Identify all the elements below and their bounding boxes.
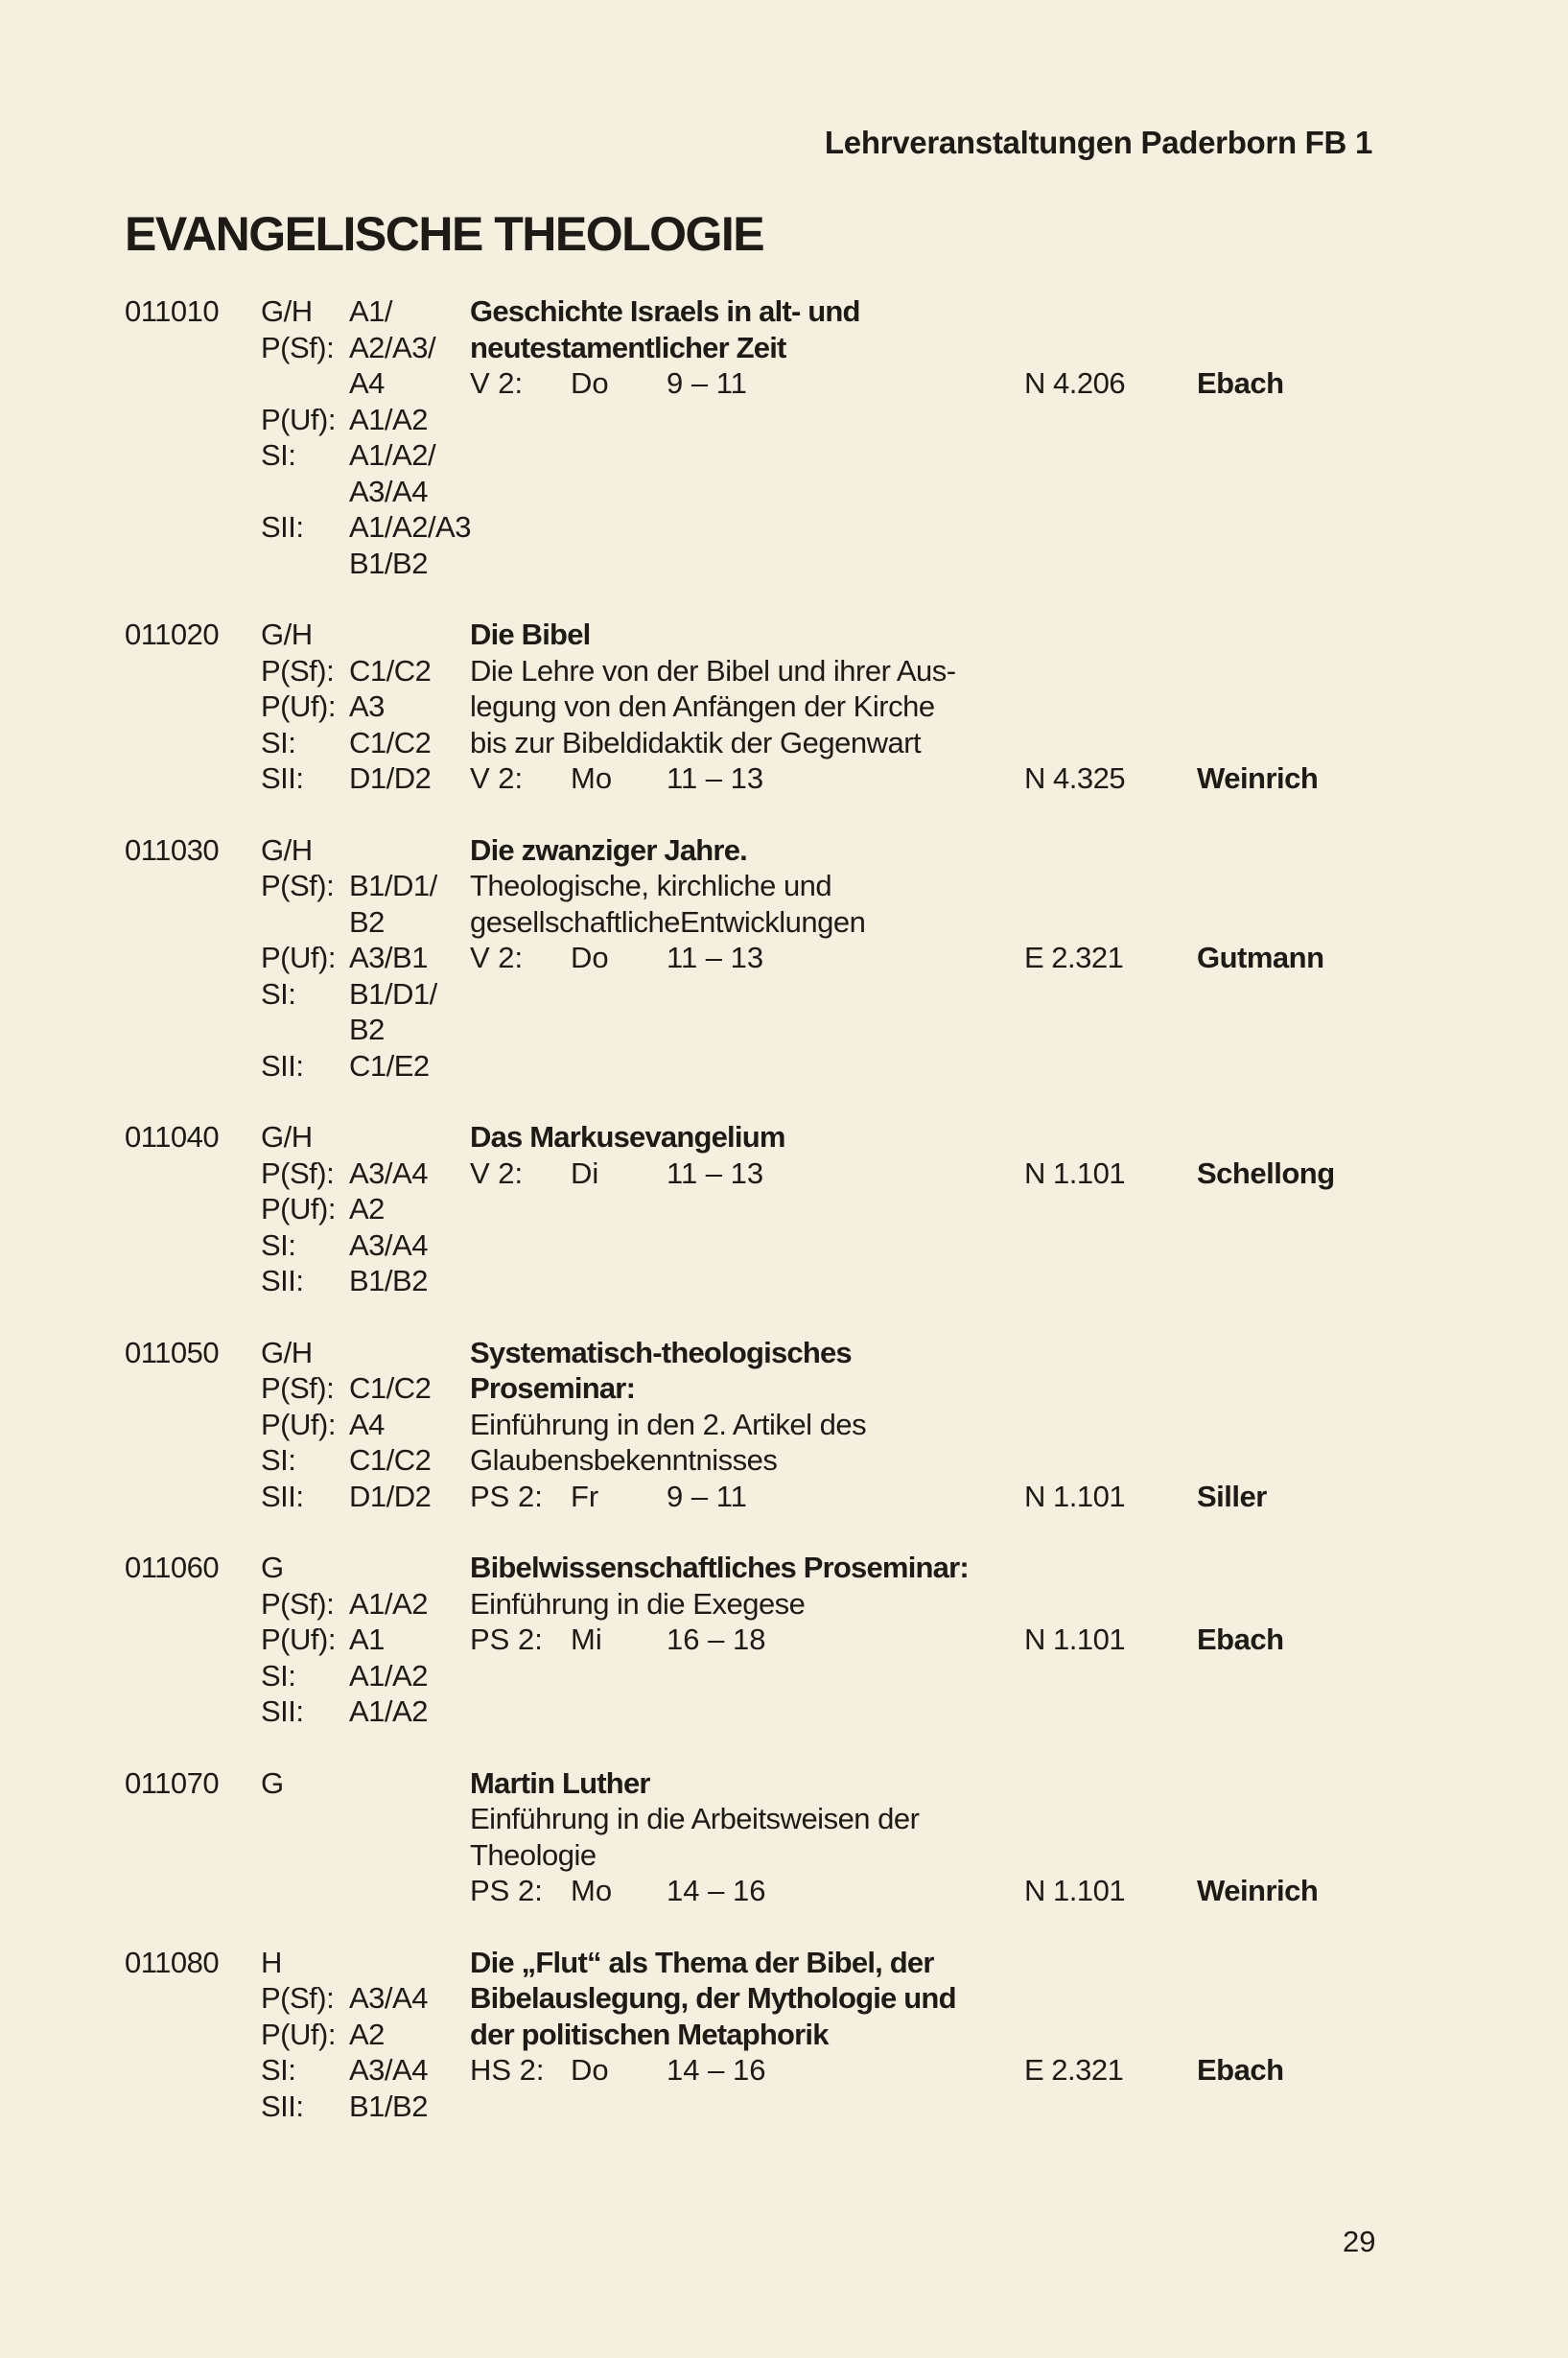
course-row [0,402,1568,438]
course-row [0,832,1568,869]
course-title: Die Bibel [470,618,591,651]
program-label: H [261,1945,282,1979]
program-label: SII: [261,1479,304,1513]
module-codes: B2 [349,1013,385,1046]
course-type: V 2: [470,1156,524,1190]
course-title: Proseminar: [470,1371,636,1405]
lecturer: Weinrich [1197,1874,1319,1907]
course-title: Die zwanziger Jahre. [470,832,747,867]
course-row [0,1335,1568,1371]
course-row [0,1765,1568,1802]
course-row [0,1550,1568,1586]
course-row [0,1370,1568,1407]
program-label: G [261,1551,284,1584]
course-day: Mo [571,1874,613,1907]
module-codes: B2 [349,904,385,939]
module-codes: A3/A4 [349,1156,428,1190]
lecturer: Weinrich [1197,761,1319,795]
program-label: G/H [261,1120,313,1154]
program-label: P(Uf): [261,1407,336,1441]
course-description: bis zur Bibeldidaktik der Gegenwart [470,725,922,759]
module-codes: A2 [349,1192,385,1226]
module-codes: A3/A4 [349,1981,428,2015]
course-description: legung von den Anfängen der Kirche [470,689,935,723]
module-codes: A3/A4 [349,1227,428,1262]
program-label: P(Uf): [261,941,336,974]
course-time: 11 – 13 [667,1156,764,1190]
program-label: P(Uf): [261,689,336,723]
module-codes: A1 [349,1623,385,1656]
course-day: Do [571,941,609,974]
course-row [0,868,1568,904]
room: N 1.101 [1024,1156,1126,1190]
course-row [0,1442,1568,1479]
program-label: SII: [261,1048,304,1083]
module-codes: D1/D2 [349,1479,432,1513]
course-description: Einführung in die Exegese [470,1586,806,1621]
course-number: 011050 [125,1335,220,1369]
course-row [0,976,1568,1013]
module-codes: D1/D2 [349,761,432,795]
module-codes: A1/A2/A3 [349,510,471,544]
course-row [0,1586,1568,1623]
program-label: SI: [261,438,296,472]
course-row [0,760,1568,797]
module-codes: C1/C2 [349,725,432,759]
program-label: SII: [261,2089,304,2123]
course-row [0,1801,1568,1837]
program-label: SI: [261,725,296,759]
room: N 1.101 [1024,1623,1126,1656]
course-type: PS 2: [470,1479,543,1513]
course-row [0,546,1568,582]
course-day: Mi [571,1623,602,1656]
room: N 1.101 [1024,1479,1126,1513]
course-time: 9 – 11 [667,366,747,400]
program-label: G/H [261,294,313,328]
program-label: SI: [261,976,296,1011]
course-row [0,1837,1568,1874]
lecturer: Ebach [1197,366,1284,400]
course-row [0,1945,1568,1981]
course-row [0,1407,1568,1443]
course-row [0,1479,1568,1515]
module-codes: B1/B2 [349,546,428,580]
course-list [0,293,1568,2160]
lecturer: Ebach [1197,2053,1284,2087]
running-head: Lehrveranstaltungen Paderborn FB 1 [824,125,1372,160]
course-time: 9 – 11 [667,1479,747,1513]
course-row [0,1873,1568,1909]
course-entry [0,1945,1568,2125]
course-title: neutestamentlicher Zeit [470,330,786,364]
program-label: SI: [261,1658,296,1693]
room: N 1.101 [1024,1874,1126,1907]
program-label: SI: [261,1227,296,1262]
module-codes: A3/B1 [349,941,428,974]
course-type: V 2: [470,761,524,795]
course-row [0,653,1568,689]
room: N 4.206 [1024,366,1126,400]
lecturer: Gutmann [1197,941,1324,974]
course-row [0,1622,1568,1658]
course-entry [0,832,1568,1085]
module-codes: A1/A2 [349,402,428,436]
course-row [0,2017,1568,2053]
course-type: V 2: [470,941,524,974]
course-title: Systematisch-theologisches [470,1335,852,1369]
course-row [0,1012,1568,1048]
course-title: Geschichte Israels in alt- und [470,294,860,328]
module-codes: A1/ [349,294,393,328]
program-label: P(Sf): [261,1586,335,1621]
course-day: Fr [571,1479,599,1513]
module-codes: C1/C2 [349,653,432,688]
course-time: 14 – 16 [667,2053,766,2087]
course-row [0,365,1568,402]
course-row [0,1119,1568,1156]
course-entry [0,1119,1568,1299]
program-label: SI: [261,2053,296,2087]
lecturer: Ebach [1197,1623,1284,1656]
course-type: V 2: [470,366,524,400]
course-entry [0,1335,1568,1515]
course-title: Martin Luther [470,1765,650,1800]
module-codes: A2/A3/ [349,330,436,364]
course-time: 11 – 13 [667,941,764,974]
module-codes: B1/B2 [349,1264,428,1297]
course-row [0,1263,1568,1299]
course-row [0,1227,1568,1264]
program-label: G/H [261,832,313,867]
course-row [0,509,1568,546]
section-title: EVANGELISCHE THEOLOGIE [125,207,764,261]
course-description: Die Lehre von der Bibel und ihrer Aus- [470,653,956,688]
program-label: P(Sf): [261,869,335,902]
lecturer: Siller [1197,1479,1267,1513]
course-day: Di [571,1156,599,1190]
course-description: gesellschaftlicheEntwicklungen [470,904,866,939]
course-number: 011030 [125,832,220,867]
course-row [0,1658,1568,1694]
course-description: Glaubensbekenntnisses [470,1443,778,1477]
course-row [0,2089,1568,2125]
program-label: SI: [261,1443,296,1477]
program-label: SII: [261,1694,304,1728]
lecturer: Schellong [1197,1156,1335,1190]
course-day: Do [571,366,609,400]
module-codes: A1/A2 [349,1658,428,1693]
course-row [0,725,1568,761]
program-label: G/H [261,618,313,651]
program-label: G [261,1765,284,1800]
page-number: 29 [1343,2225,1376,2258]
course-type: HS 2: [470,2053,545,2087]
course-row [0,474,1568,510]
program-label: P(Uf): [261,1192,336,1226]
program-label: P(Sf): [261,1156,335,1190]
course-row [0,2052,1568,2089]
course-day: Do [571,2053,609,2087]
program-label: P(Uf): [261,1623,336,1656]
course-description: Theologische, kirchliche und [470,869,832,902]
program-label: P(Uf): [261,2017,336,2051]
course-row [0,689,1568,725]
program-label: P(Uf): [261,402,336,436]
course-row [0,330,1568,366]
course-number: 011010 [125,294,220,328]
module-codes: C1/C2 [349,1371,432,1405]
module-codes: A2 [349,2017,385,2051]
module-codes: A1/A2 [349,1694,428,1728]
module-codes: A4 [349,1407,385,1441]
room: E 2.321 [1024,941,1124,974]
course-number: 011070 [125,1765,220,1800]
module-codes: C1/E2 [349,1048,430,1083]
course-type: PS 2: [470,1874,543,1907]
course-description: Einführung in die Arbeitsweisen der [470,1802,920,1835]
room: N 4.325 [1024,761,1126,795]
course-row [0,904,1568,941]
module-codes: A1/A2 [349,1586,428,1621]
module-codes: A3 [349,689,385,723]
course-time: 14 – 16 [667,1874,766,1907]
course-description: Theologie [470,1837,597,1872]
program-label: P(Sf): [261,1981,335,2015]
course-day: Mo [571,761,613,795]
course-row [0,1980,1568,2017]
course-number: 011060 [125,1551,220,1584]
program-label: SII: [261,510,304,544]
course-entry [0,293,1568,581]
course-row [0,437,1568,474]
course-description: Einführung in den 2. Artikel des [470,1407,867,1441]
program-label: P(Sf): [261,1371,335,1405]
course-entry [0,617,1568,797]
room: E 2.321 [1024,2053,1124,2087]
course-time: 11 – 13 [667,761,764,795]
course-row [0,940,1568,976]
course-row [0,1156,1568,1192]
course-row [0,1693,1568,1730]
module-codes: A3/A4 [349,2053,428,2087]
course-time: 16 – 18 [667,1623,766,1656]
course-title: der politischen Metaphorik [470,2017,829,2051]
course-title: Das Markusevangelium [470,1120,785,1154]
program-label: SII: [261,761,304,795]
module-codes: B1/B2 [349,2089,428,2123]
program-label: P(Sf): [261,330,335,364]
course-title: Bibelauslegung, der Mythologie und [470,1981,956,2015]
module-codes: A4 [349,366,385,400]
module-codes: A1/A2/ [349,438,436,472]
course-row [0,617,1568,653]
course-title: Die „Flut“ als Thema der Bibel, der [470,1945,934,1979]
program-label: P(Sf): [261,653,335,688]
course-title: Bibelwissenschaftliches Proseminar: [470,1551,969,1584]
module-codes: A3/A4 [349,474,428,508]
course-number: 011040 [125,1120,220,1154]
program-label: G/H [261,1335,313,1369]
course-entry [0,1765,1568,1909]
course-number: 011020 [125,618,220,651]
course-type: PS 2: [470,1623,543,1656]
course-row [0,1048,1568,1085]
module-codes: B1/D1/ [349,976,437,1011]
module-codes: C1/C2 [349,1443,432,1477]
program-label: SII: [261,1264,304,1297]
course-entry [0,1550,1568,1730]
course-row [0,1191,1568,1227]
course-number: 011080 [125,1945,220,1979]
course-row [0,293,1568,330]
module-codes: B1/D1/ [349,869,437,902]
